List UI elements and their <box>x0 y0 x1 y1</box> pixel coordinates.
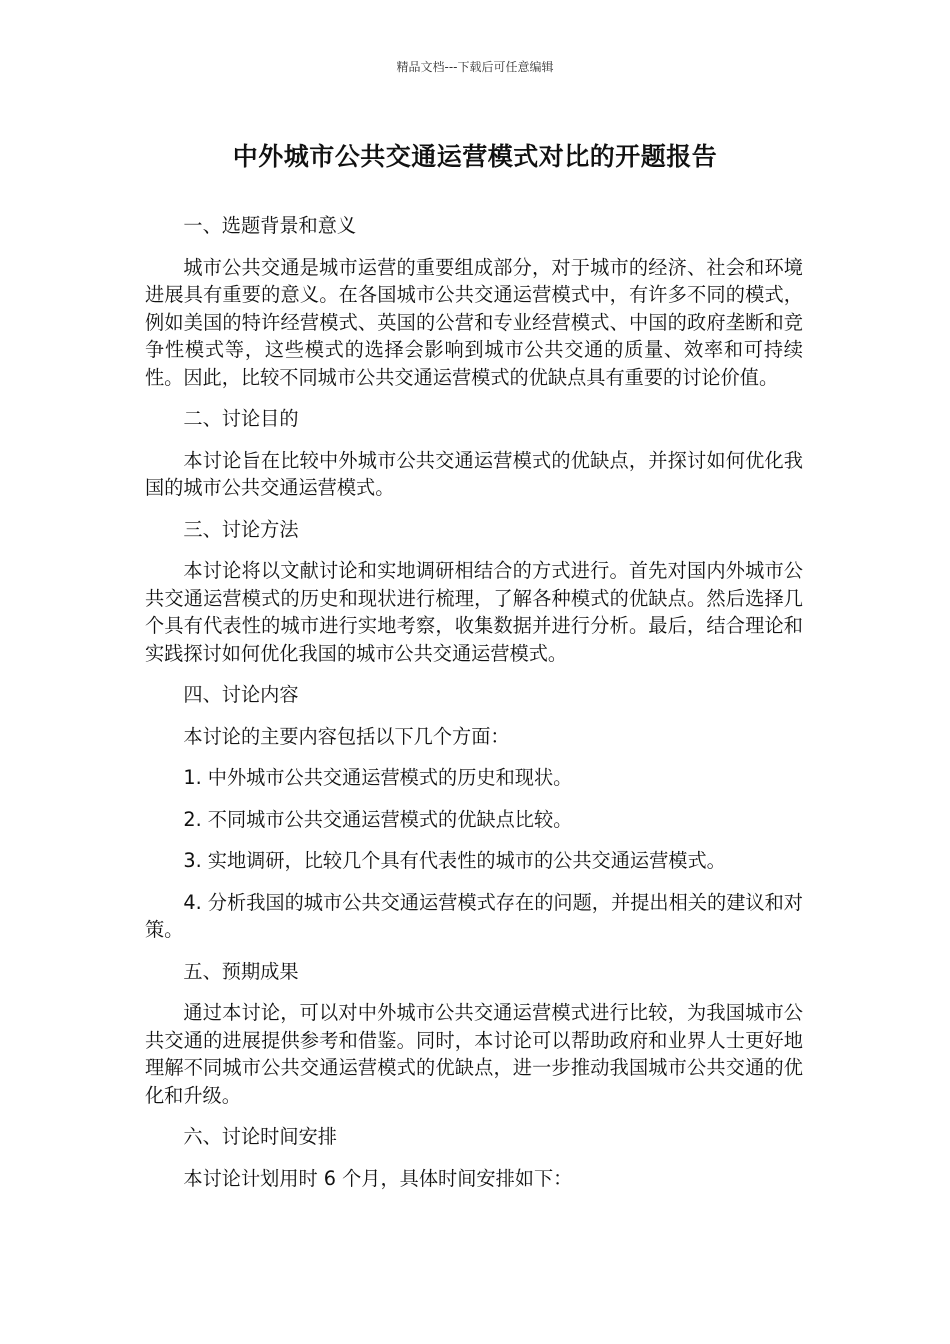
paragraph-schedule: 本讨论计划用时 6 个月，具体时间安排如下： <box>183 1166 573 1190</box>
paragraph-background: 城市公共交通是城市运营的重要组成部分，对于城市的经济、社会和环境进展具有重要的意义。在各国城市公共交通运营模式中，有许多不同的模式，例如美国的特许经营模式、英国的公营和专业经营模式、中国的政府垄断和竞争性模式等，这些模式的选择会影响到城市公共交通的质量、效率和可持续性。因此，比较不同城市公共交通运营模式的优缺点具有重要的讨论价值。 <box>145 255 803 389</box>
document-body <box>145 212 803 1206</box>
header-note: 精品文档---下载后可任意编辑 <box>396 60 554 74</box>
section-heading-outcomes: 五、预期成果 <box>183 959 299 983</box>
paragraph-purpose: 本讨论旨在比较中外城市公共交通运营模式的优缺点，并探讨如何优化我国的城市公共交通运营模式。 <box>145 448 803 499</box>
section-heading-content: 四、讨论内容 <box>183 683 299 706</box>
list-item: 4. 分析我国的城市公共交通运营模式存在的问题，并提出相关的建议和对策。 <box>145 890 803 941</box>
document-title: 中外城市公共交通运营模式对比的开题报告 <box>232 142 718 171</box>
list-item: 2. 不同城市公共交通运营模式的优缺点比较。 <box>183 807 573 831</box>
paragraph-content-intro: 本讨论的主要内容包括以下几个方面： <box>183 724 510 748</box>
section-heading-method: 三、讨论方法 <box>183 517 299 541</box>
list-item: 3. 实地调研，比较几个具有代表性的城市的公共交通运营模式。 <box>183 849 726 872</box>
paragraph-outcomes: 通过本讨论，可以对中外城市公共交通运营模式进行比较，为我国城市公共交通的进展提供参考和借鉴。同时，本讨论可以帮助政府和业界人士更好地理解不同城市公共交通运营模式的优缺点，进一步推动我国城市公共交通的优化和升级。 <box>145 1001 803 1107</box>
section-heading-background: 一、选题背景和意义 <box>183 214 357 237</box>
section-heading-schedule: 六、讨论时间安排 <box>183 1125 337 1148</box>
list-item: 1. 中外城市公共交通运营模式的历史和现状。 <box>183 766 573 789</box>
section-heading-purpose: 二、讨论目的 <box>183 407 299 430</box>
paragraph-method: 本讨论将以文献讨论和实地调研相结合的方式进行。首先对国内外城市公共交通运营模式的历史和现状进行梳理，了解各种模式的优缺点。然后选择几个具有代表性的城市进行实地考察，收集数据并进行分析。最后，结合理论和实践探讨如何优化我国的城市公共交通运营模式。 <box>145 559 803 665</box>
